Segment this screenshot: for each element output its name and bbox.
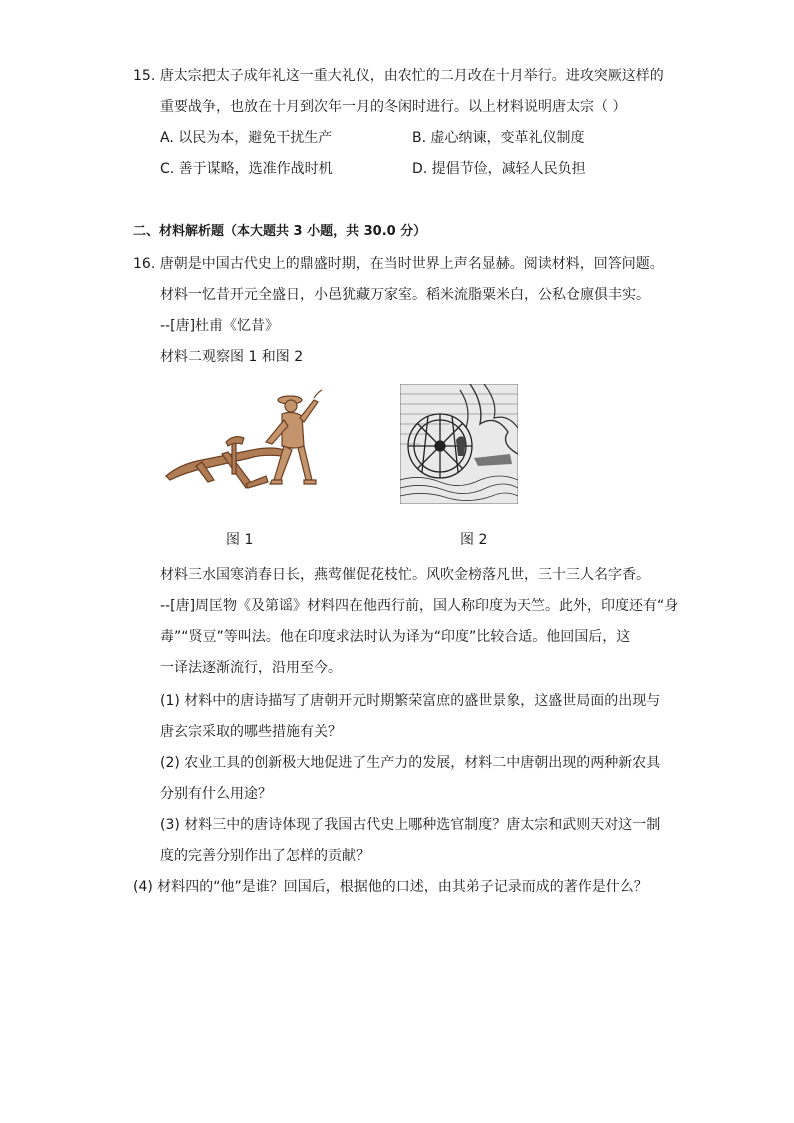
subquestion-3-line2: 度的完善分别作出了怎样的贡献？ bbox=[160, 848, 370, 864]
q16-intro: 16. 唐朝是中国古代史上的鼎盛时期，在当时世界上声名显赫。阅读材料，回答问题。 bbox=[133, 256, 664, 272]
q15-option-a: A. 以民为本，避免干扰生产 bbox=[160, 130, 333, 146]
q15-option-c: C. 善于谋略，选准作战时机 bbox=[160, 161, 333, 177]
figure-2-waterwheel-image bbox=[400, 384, 518, 504]
section2-title: 二、材料解析题（本大题共 3 小题，共 30.0 分） bbox=[133, 224, 427, 239]
q15-line1: 15. 唐太宗把太子成年礼这一重大礼仪，由农忙的二月改在十月举行。进攻突厥这样的 bbox=[133, 68, 664, 84]
subquestion-2-line1: (2) 农业工具的创新极大地促进了生产力的发展，材料二中唐朝出现的两种新农具 bbox=[160, 755, 661, 771]
material1-source: --[唐]杜甫《忆昔》 bbox=[160, 318, 280, 334]
subquestion-3-line1: (3) 材料三中的唐诗体现了我国古代史上哪种选官制度？唐太宗和武则天对这一制 bbox=[160, 817, 661, 833]
q15-option-b: B. 虚心纳谏，变革礼仪制度 bbox=[412, 130, 585, 146]
subquestion-2-line2: 分别有什么用途？ bbox=[160, 786, 272, 802]
figure-1-caption: 图 1 bbox=[226, 532, 254, 548]
figure-1-plough-image bbox=[162, 384, 328, 500]
subquestion-4: (4) 材料四的“他”是谁？回国后，根据他的口述，由其弟子记录而成的著作是什么？ bbox=[133, 879, 648, 895]
subquestion-1-line2: 唐玄宗采取的哪些措施有关？ bbox=[160, 724, 342, 740]
figure-2-caption: 图 2 bbox=[460, 532, 488, 548]
material4-line2: 毒”“贤豆”等叫法。他在印度求法时认为译为“印度”比较合适。他回国后，这 bbox=[160, 629, 631, 645]
subquestion-1-line1: (1) 材料中的唐诗描写了唐朝开元时期繁荣富庶的盛世景象，这盛世局面的出现与 bbox=[160, 693, 661, 709]
material4-line3: 一译法逐渐流行，沿用至今。 bbox=[160, 660, 342, 676]
q15-line2: 重要战争，也放在十月到次年一月的冬闲时进行。以上材料说明唐太宗（ ） bbox=[160, 99, 627, 115]
material2-text: 材料二观察图 1 和图 2 bbox=[160, 349, 304, 365]
material1-text: 材料一忆昔开元全盛日，小邑犹藏万家室。稻米流脂粟米白，公私仓廪俱丰实。 bbox=[160, 287, 650, 303]
q15-option-d: D. 提倡节俭，减轻人民负担 bbox=[412, 161, 586, 177]
material3-source-material4-line1: --[唐]周匡物《及第谣》材料四在他西行前，国人称印度为天竺。此外，印度还有“身 bbox=[160, 598, 679, 614]
material3-text: 材料三水国寒消春日长，燕莺催促花枝忙。风吹金榜落凡世，三十三人名字香。 bbox=[160, 567, 650, 583]
